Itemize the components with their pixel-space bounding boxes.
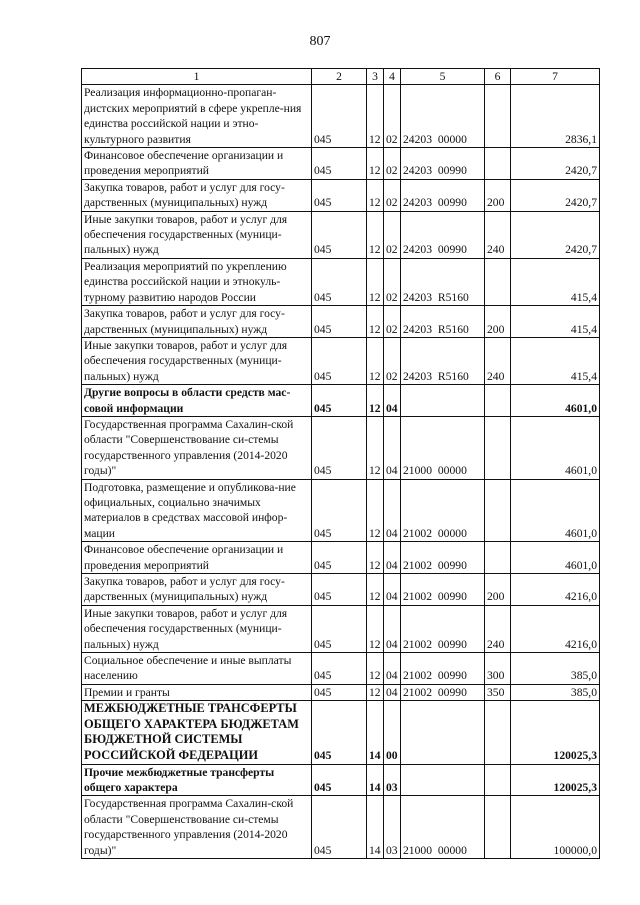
row-name: Иные закупки товаров, работ и услуг для обеспечения государственных (муници-пальных) нужд: [82, 337, 312, 384]
row-amount: 4216,0: [511, 574, 600, 606]
table-row: [82, 653, 600, 685]
column-header-2: 2: [312, 69, 367, 85]
row-target-article: 24203 R5160: [401, 258, 485, 305]
header-row: [82, 69, 600, 85]
row-subsection-code: 00: [384, 701, 401, 764]
page-number: 807: [309, 34, 331, 49]
row-name: Финансовое обеспечение организации и проведения мероприятий: [82, 542, 312, 574]
row-expense-type: [485, 542, 511, 574]
row-amount: 2420,7: [511, 179, 600, 211]
table-row: [82, 337, 600, 384]
table-row: [82, 85, 600, 148]
row-amount: 385,0: [511, 684, 600, 700]
table-row: [82, 479, 600, 542]
row-amount: 4216,0: [511, 605, 600, 652]
row-name: Премии и гранты: [82, 684, 312, 700]
row-expense-type: 200: [485, 179, 511, 211]
row-target-article: 24203 00990: [401, 211, 485, 258]
row-target-article: 21000 00000: [401, 796, 485, 859]
row-target-article: 21002 00000: [401, 479, 485, 542]
row-amount: 4601,0: [511, 542, 600, 574]
row-subsection-code: 02: [384, 85, 401, 148]
row-section-code: 12: [367, 479, 384, 542]
row-target-article: 21002 00990: [401, 605, 485, 652]
row-amount: 415,4: [511, 258, 600, 305]
table-row: [82, 605, 600, 652]
row-subsection-code: 03: [384, 764, 401, 796]
row-name: Закупка товаров, работ и услуг для госу-дарственных (муниципальных) нужд: [82, 306, 312, 338]
row-section-code: 12: [367, 258, 384, 305]
table-row: [82, 306, 600, 338]
row-grbs-code: 045: [312, 416, 367, 479]
row-section-code: 12: [367, 211, 384, 258]
row-name: Иные закупки товаров, работ и услуг для обеспечения государственных (муници-пальных) нужд: [82, 605, 312, 652]
column-header-1: 1: [82, 69, 312, 85]
row-expense-type: 240: [485, 605, 511, 652]
table-row: [82, 701, 600, 764]
row-target-article: 24203 00990: [401, 179, 485, 211]
row-subsection-code: 02: [384, 211, 401, 258]
row-grbs-code: 045: [312, 211, 367, 258]
row-section-code: 12: [367, 605, 384, 652]
row-amount: 120025,3: [511, 764, 600, 796]
row-subsection-code: 04: [384, 416, 401, 479]
row-grbs-code: 045: [312, 701, 367, 764]
row-expense-type: 200: [485, 306, 511, 338]
row-amount: 120025,3: [511, 701, 600, 764]
row-name: Подготовка, размещение и опубликова-ние официальных, социально значимых материалов в средствах массовой инфор-мации: [82, 479, 312, 542]
row-expense-type: [485, 416, 511, 479]
row-target-article: 21000 00000: [401, 416, 485, 479]
column-header-3: 3: [367, 69, 384, 85]
row-section-code: 14: [367, 701, 384, 764]
row-section-code: 12: [367, 385, 384, 417]
row-subsection-code: 04: [384, 385, 401, 417]
table-row: [82, 574, 600, 606]
row-expense-type: [485, 85, 511, 148]
row-subsection-code: 02: [384, 148, 401, 180]
row-name: Государственная программа Сахалин-ской области "Совершенствование си-стемы государственного управления (2014-2020 годы)": [82, 416, 312, 479]
row-grbs-code: 045: [312, 306, 367, 338]
row-name: Социальное обеспечение и иные выплаты населению: [82, 653, 312, 685]
row-amount: 415,4: [511, 337, 600, 384]
row-target-article: 21002 00990: [401, 574, 485, 606]
row-amount: 415,4: [511, 306, 600, 338]
row-target-article: 21002 00990: [401, 684, 485, 700]
row-amount: 2420,7: [511, 211, 600, 258]
column-header-7: 7: [511, 69, 600, 85]
row-target-article: 24203 00990: [401, 148, 485, 180]
row-grbs-code: 045: [312, 85, 367, 148]
row-expense-type: [485, 764, 511, 796]
row-expense-type: 240: [485, 211, 511, 258]
row-name: Реализация мероприятий по укреплению единства российской нации и этнокуль-турному развитию народов России: [82, 258, 312, 305]
row-target-article: 21002 00990: [401, 653, 485, 685]
row-target-article: 24203 00000: [401, 85, 485, 148]
row-grbs-code: 045: [312, 796, 367, 859]
row-subsection-code: 03: [384, 796, 401, 859]
row-target-article: 24203 R5160: [401, 306, 485, 338]
row-subsection-code: 02: [384, 258, 401, 305]
row-section-code: 12: [367, 684, 384, 700]
row-section-code: 12: [367, 306, 384, 338]
row-amount: 4601,0: [511, 479, 600, 542]
row-expense-type: 240: [485, 337, 511, 384]
table-row: [82, 684, 600, 700]
row-grbs-code: 045: [312, 479, 367, 542]
table-row: [82, 416, 600, 479]
row-amount: 2836,1: [511, 85, 600, 148]
column-header-5: 5: [401, 69, 485, 85]
row-expense-type: [485, 385, 511, 417]
row-grbs-code: 045: [312, 542, 367, 574]
row-target-article: [401, 385, 485, 417]
row-subsection-code: 02: [384, 306, 401, 338]
row-name: Реализация информационно-пропаган-дистских мероприятий в сфере укрепле-ния единства российской нации и этно-культурного развития: [82, 85, 312, 148]
row-expense-type: [485, 796, 511, 859]
row-name: Финансовое обеспечение организации и проведения мероприятий: [82, 148, 312, 180]
row-name: Прочие межбюджетные трансферты общего характера: [82, 764, 312, 796]
row-name: Другие вопросы в области средств мас-совой информации: [82, 385, 312, 417]
row-subsection-code: 04: [384, 684, 401, 700]
row-subsection-code: 04: [384, 479, 401, 542]
row-name: Иные закупки товаров, работ и услуг для обеспечения государственных (муници-пальных) нужд: [82, 211, 312, 258]
row-section-code: 14: [367, 796, 384, 859]
row-name: Закупка товаров, работ и услуг для госу-дарственных (муниципальных) нужд: [82, 179, 312, 211]
row-subsection-code: 04: [384, 574, 401, 606]
row-expense-type: [485, 701, 511, 764]
row-grbs-code: 045: [312, 764, 367, 796]
row-section-code: 12: [367, 653, 384, 685]
row-expense-type: [485, 148, 511, 180]
row-name: Государственная программа Сахалин-ской области "Совершенствование си-стемы государственного управления (2014-2020 годы)": [82, 796, 312, 859]
row-grbs-code: 045: [312, 258, 367, 305]
table-row: [82, 796, 600, 859]
row-grbs-code: 045: [312, 574, 367, 606]
row-expense-type: [485, 479, 511, 542]
budget-table: [81, 68, 600, 859]
row-amount: 2420,7: [511, 148, 600, 180]
row-subsection-code: 04: [384, 653, 401, 685]
row-grbs-code: 045: [312, 605, 367, 652]
table-row: [82, 179, 600, 211]
row-expense-type: 300: [485, 653, 511, 685]
table-row: [82, 148, 600, 180]
row-section-code: 12: [367, 148, 384, 180]
row-grbs-code: 045: [312, 337, 367, 384]
row-section-code: 12: [367, 85, 384, 148]
row-target-article: 24203 R5160: [401, 337, 485, 384]
table-row: [82, 385, 600, 417]
row-expense-type: [485, 258, 511, 305]
row-section-code: 12: [367, 179, 384, 211]
row-grbs-code: 045: [312, 684, 367, 700]
row-section-code: 12: [367, 337, 384, 384]
row-name: МЕЖБЮДЖЕТНЫЕ ТРАНСФЕРТЫ ОБЩЕГО ХАРАКТЕРА БЮДЖЕТАМ БЮДЖЕТНОЙ СИСТЕМЫ РОССИЙСКОЙ ФЕДЕРАЦИИ: [82, 701, 312, 764]
row-amount: 385,0: [511, 653, 600, 685]
row-grbs-code: 045: [312, 179, 367, 211]
row-subsection-code: 04: [384, 542, 401, 574]
row-amount: 4601,0: [511, 385, 600, 417]
table-row: [82, 211, 600, 258]
table-row: [82, 542, 600, 574]
row-subsection-code: 04: [384, 605, 401, 652]
table-row: [82, 764, 600, 796]
column-header-4: 4: [384, 69, 401, 85]
row-amount: 100000,0: [511, 796, 600, 859]
row-subsection-code: 02: [384, 179, 401, 211]
row-amount: 4601,0: [511, 416, 600, 479]
row-grbs-code: 045: [312, 385, 367, 417]
row-section-code: 12: [367, 542, 384, 574]
table-row: [82, 258, 600, 305]
row-expense-type: 350: [485, 684, 511, 700]
row-section-code: 12: [367, 574, 384, 606]
column-header-6: 6: [485, 69, 511, 85]
row-name: Закупка товаров, работ и услуг для госу-дарственных (муниципальных) нужд: [82, 574, 312, 606]
row-section-code: 14: [367, 764, 384, 796]
row-grbs-code: 045: [312, 148, 367, 180]
row-target-article: [401, 764, 485, 796]
row-grbs-code: 045: [312, 653, 367, 685]
row-subsection-code: 02: [384, 337, 401, 384]
row-section-code: 12: [367, 416, 384, 479]
row-expense-type: 200: [485, 574, 511, 606]
row-target-article: 21002 00990: [401, 542, 485, 574]
row-target-article: [401, 701, 485, 764]
